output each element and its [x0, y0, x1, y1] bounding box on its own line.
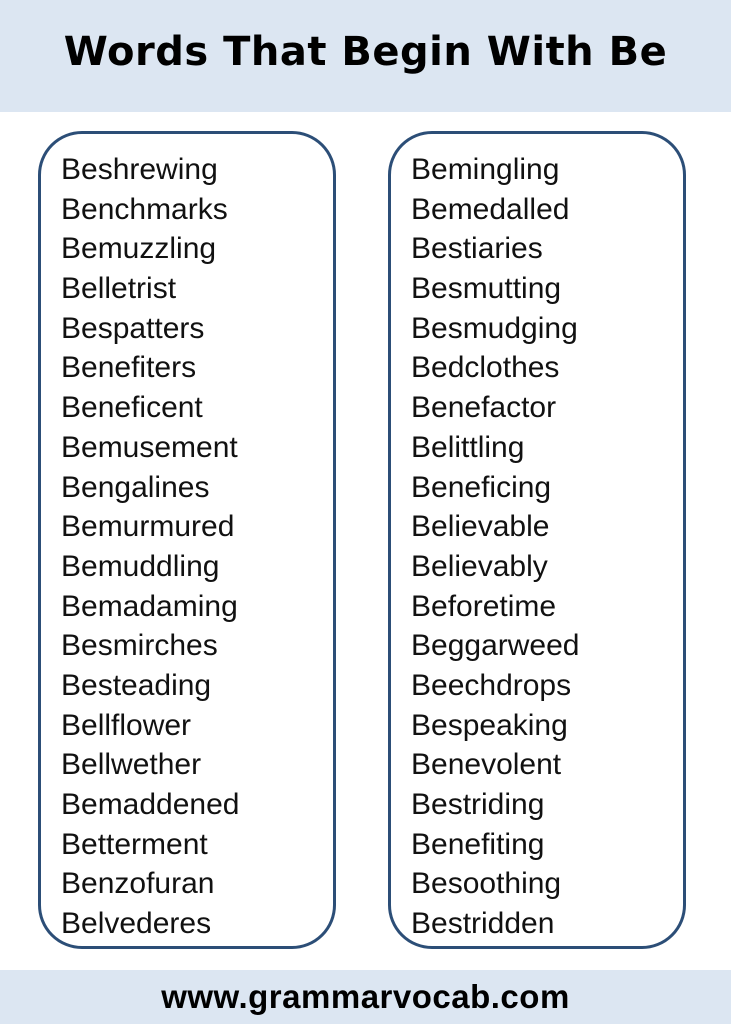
word-item: Bestiaries [411, 232, 543, 266]
website-url: www.grammarvocab.com [161, 978, 570, 1015]
word-item: Benchmarks [61, 192, 228, 226]
word-item: Beforetime [411, 589, 557, 623]
footer-band [0, 970, 731, 1024]
word-item: Bemurmured [61, 510, 235, 544]
word-item: Benzofuran [61, 867, 215, 901]
word-item: Believable [411, 510, 550, 544]
header-band [0, 0, 731, 112]
word-item: Beggarweed [411, 629, 580, 663]
word-item: Beneficent [61, 391, 203, 425]
word-item: Believably [411, 549, 548, 583]
word-item: Besteading [61, 668, 212, 702]
word-item: Bespatters [61, 311, 205, 345]
word-list-right [391, 134, 683, 944]
word-item: Bedclothes [411, 351, 560, 385]
word-item: Bemuddling [61, 549, 220, 583]
word-item: Belittling [411, 430, 525, 464]
word-item: Bemusement [61, 430, 238, 464]
word-item: Bemuzzling [61, 232, 217, 266]
word-item: Bemadaming [61, 589, 238, 623]
word-item: Bespeaking [411, 708, 568, 742]
word-item: Benefactor [411, 391, 557, 425]
word-item: Beechdrops [411, 668, 572, 702]
word-item: Beshrewing [61, 153, 218, 186]
word-item: Benefiters [61, 351, 197, 385]
word-item: Besmirches [61, 629, 218, 663]
word-panel-left [38, 131, 336, 949]
word-item: Beneficing [411, 470, 552, 504]
word-item: Bemingling [411, 153, 560, 186]
word-item: Bellflower [61, 708, 192, 742]
word-item: Bemaddened [61, 788, 240, 821]
word-item: Bestriding [411, 788, 545, 821]
word-list-left [41, 134, 333, 944]
word-item: Bestridden [411, 907, 555, 941]
word-item: Bemedalled [411, 192, 570, 226]
word-item: Betterment [61, 827, 208, 861]
page-title: Words That Begin With Be [63, 29, 668, 75]
word-item: Belletrist [61, 272, 177, 306]
word-item: Bellwether [61, 748, 202, 782]
word-item: Besmudging [411, 311, 578, 345]
word-item: Bengalines [61, 470, 210, 504]
word-item: Benefiting [411, 827, 545, 861]
word-item: Benevolent [411, 748, 562, 782]
word-panel-right [388, 131, 686, 949]
word-item: Besmutting [411, 272, 562, 306]
word-item: Belvederes [61, 907, 212, 941]
word-item: Besoothing [411, 867, 562, 901]
